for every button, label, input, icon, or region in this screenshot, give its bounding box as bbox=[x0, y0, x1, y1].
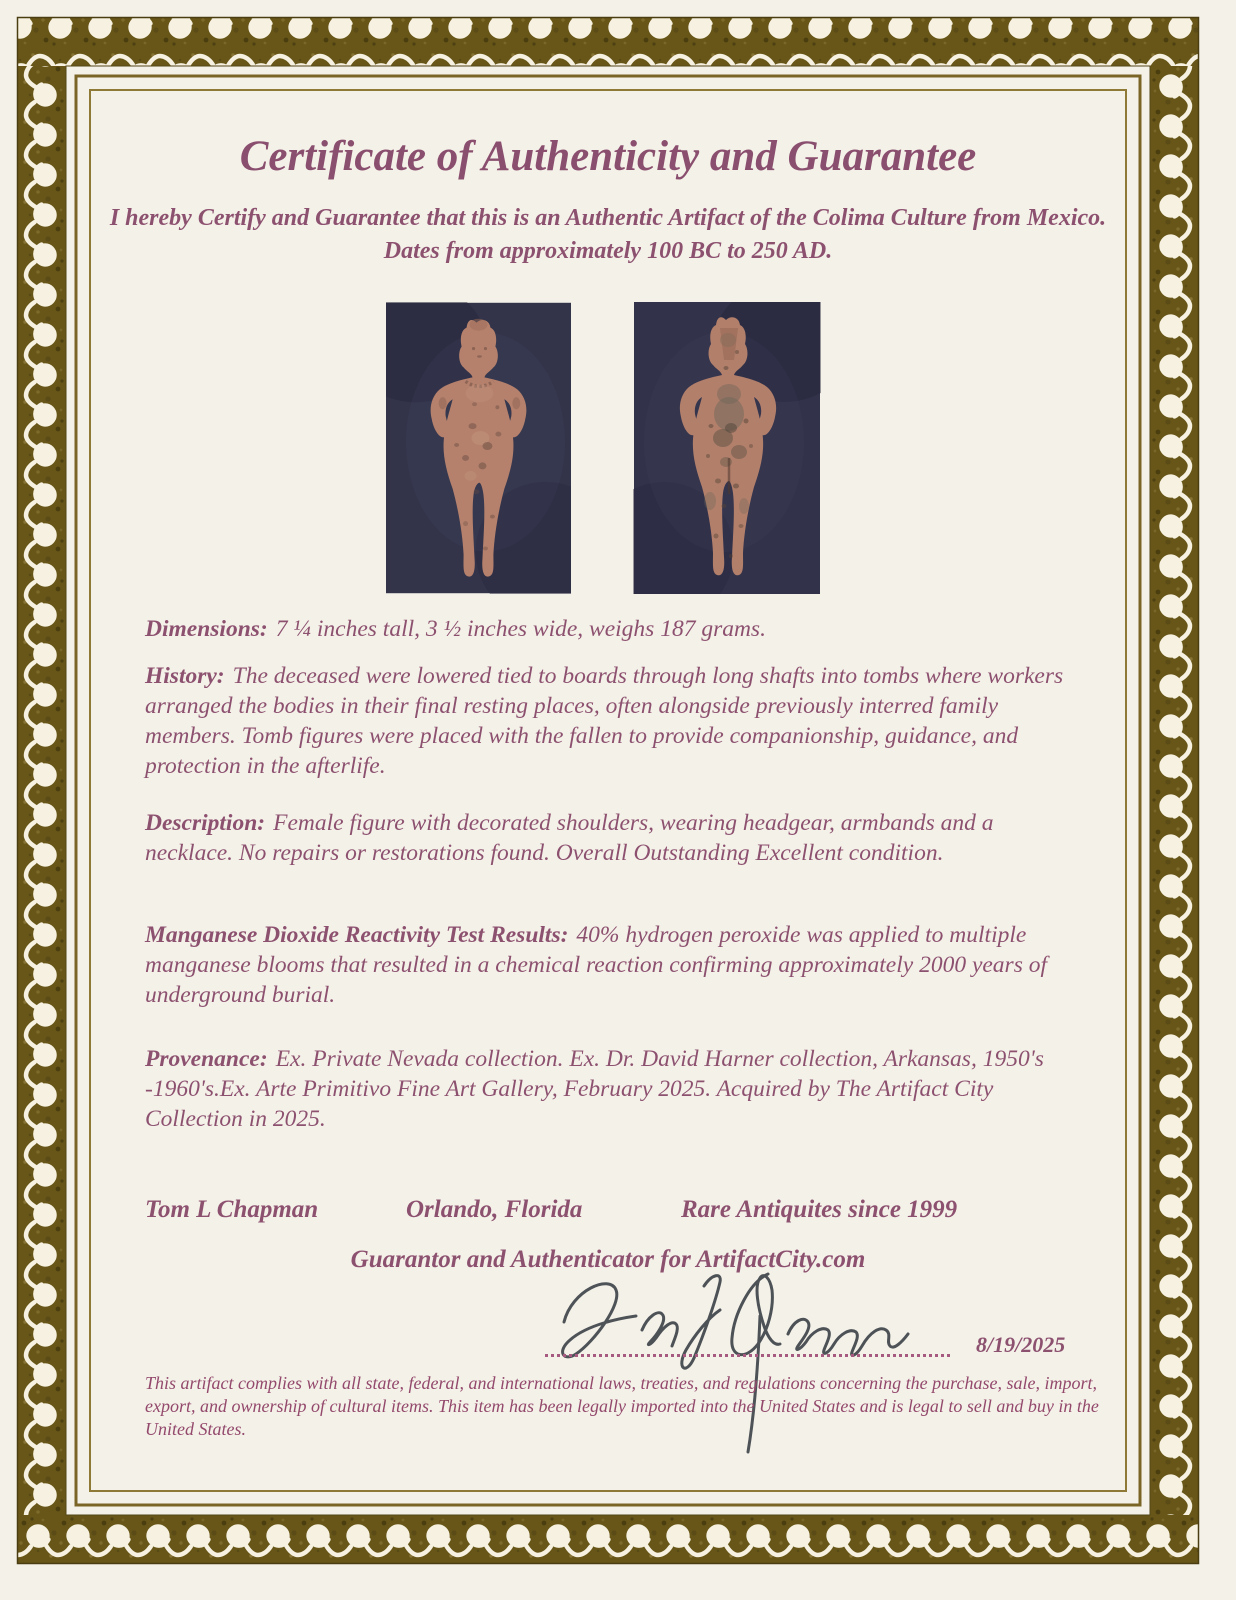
certificate-content bbox=[96, 96, 1120, 1489]
section-description-label: Description: bbox=[145, 810, 266, 836]
border-top bbox=[18, 18, 1198, 66]
section-description bbox=[145, 808, 1081, 868]
section-dimensions-text: 7 ¼ inches tall, 3 ½ inches wide, weighs 187 grams. bbox=[275, 616, 766, 642]
artifact-photo-front bbox=[386, 302, 571, 594]
section-manganese-text: 40% hydrogen peroxide was applied to multiple manganese blooms that resulted in a chemical reaction confirming approximately 2000 years of underground burial. bbox=[145, 922, 1047, 1008]
certificate-title: Certificate of Authenticity and Guarantee bbox=[239, 133, 977, 180]
border-bottom bbox=[18, 1515, 1198, 1563]
section-manganese-test bbox=[145, 920, 1081, 1010]
signer-location: Orlando, Florida bbox=[406, 1196, 583, 1223]
border-right bbox=[1150, 66, 1198, 1515]
artifact-photo-back bbox=[633, 302, 821, 594]
section-history-label: History: bbox=[145, 663, 225, 689]
section-description-text: Female figure with decorated shoulders, wearing headgear, armbands and a necklace. No repairs or restorations found. Overall Outstanding Excellent condition. bbox=[145, 810, 994, 866]
artifact-photos bbox=[386, 302, 821, 594]
guarantor-role-line: Guarantor and Authenticator for ArtifactCity.com bbox=[350, 1246, 866, 1273]
section-dimensions-label: Dimensions: bbox=[145, 616, 268, 642]
border-left bbox=[18, 66, 66, 1515]
signer-tagline: Rare Antiquites since 1999 bbox=[681, 1196, 958, 1223]
handwritten-signature bbox=[536, 1256, 966, 1486]
section-dimensions bbox=[145, 614, 1081, 644]
signer-name: Tom L Chapman bbox=[145, 1196, 319, 1223]
legal-disclaimer: This artifact complies with all state, federal, and international laws, treaties, and regulations concerning the purchase, sale, import, export, and ownership of cultural items. This item has been legally imported into the United States and is legal to sell and buy in the United States. bbox=[145, 1373, 1099, 1439]
section-manganese-label: Manganese Dioxide Reactivity Test Results: bbox=[145, 922, 569, 948]
signature-line bbox=[545, 1354, 950, 1357]
section-history-text: The deceased were lowered tied to boards through long shafts into tombs where workers arranged the bodies in their final resting places, often alongside previously interred family members. Tomb figures were placed with the fallen to provide companionship, guidance, and protection in the afterlife. bbox=[145, 663, 1064, 779]
section-history bbox=[145, 661, 1081, 781]
certify-statement: I hereby Certify and Guarantee that this is an Authentic Artifact of the Colima Culture from Mexico. Dates from approximately 100 BC to 250 AD. bbox=[109, 205, 1107, 264]
section-provenance-text: Ex. Private Nevada collection. Ex. Dr. David Harner collection, Arkansas, 1950's -1960's.Ex. Arte Primitivo Fine Art Gallery, February 2025. Acquired by The Artifact City Collection in 2025. bbox=[145, 1046, 1044, 1132]
section-provenance bbox=[145, 1044, 1081, 1134]
section-provenance-label: Provenance: bbox=[145, 1046, 268, 1072]
signature-date: 8/19/2025 bbox=[976, 1332, 1066, 1357]
